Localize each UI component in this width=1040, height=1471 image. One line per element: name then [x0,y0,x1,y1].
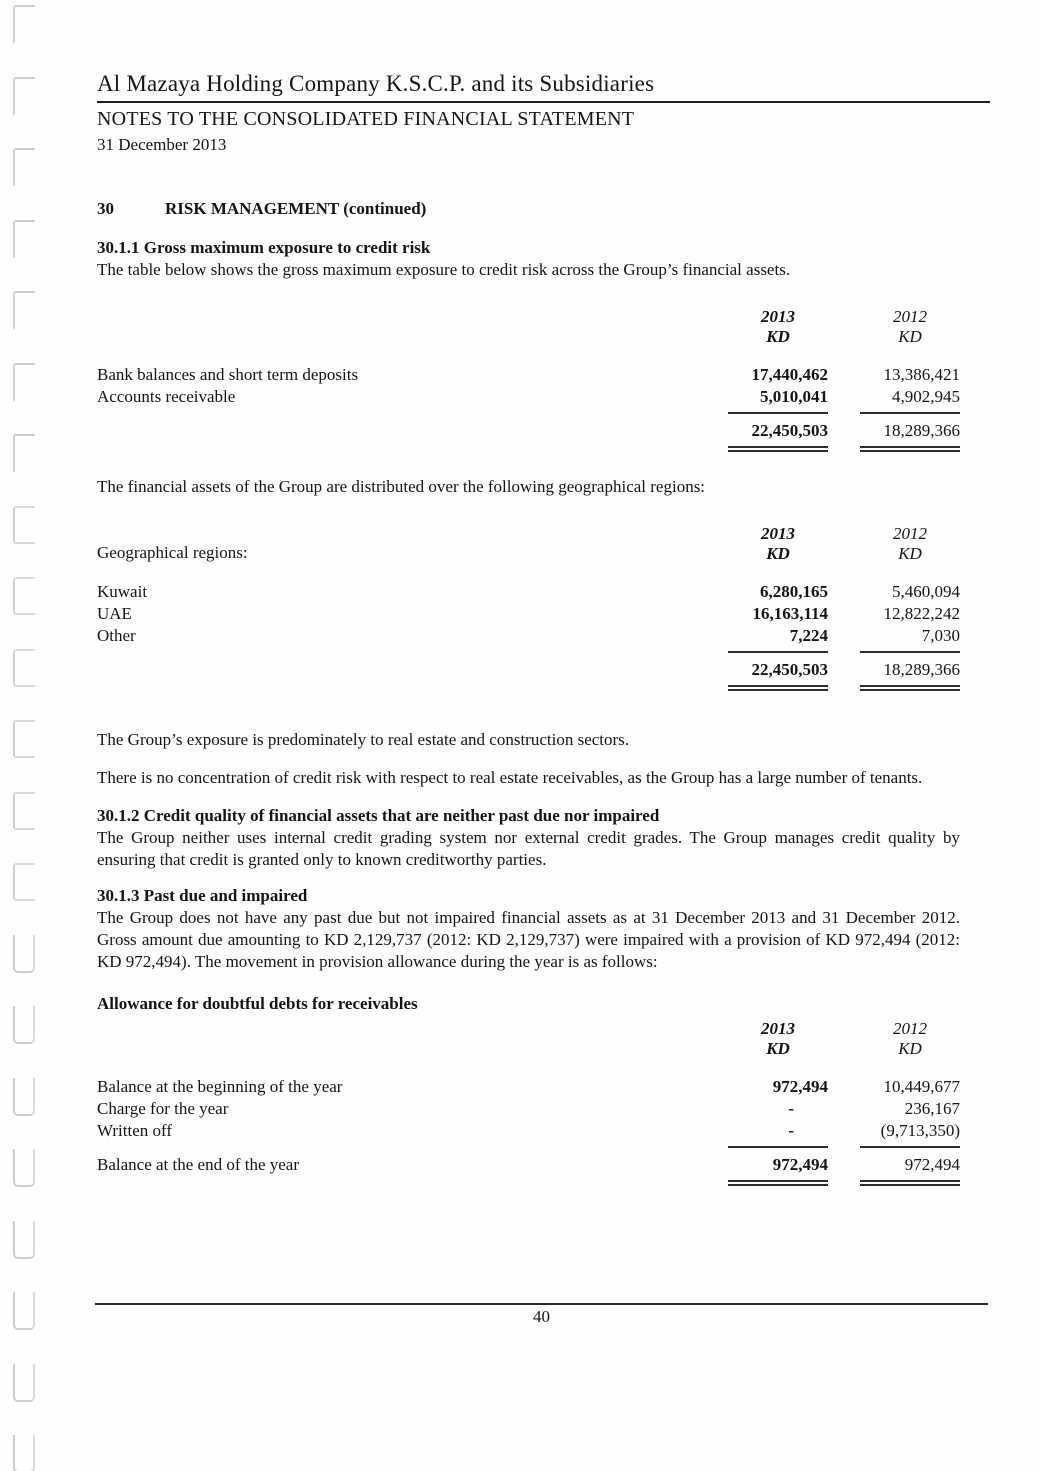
row-label: Written off [97,1121,173,1140]
total-2012: 972,494 [904,1155,960,1174]
binding-mark [13,935,35,973]
total-rule [728,412,828,414]
grand-total-rule [728,685,828,691]
value-2012: (9,713,350) [880,1121,960,1140]
allowance-table-header [97,1019,960,1059]
total-rule [728,651,828,653]
total-2013: 22,450,503 [751,421,828,440]
binding-mark [13,1149,35,1187]
paragraph-geographical-intro: The financial assets of the Group are distributed over the following geographical regions: [97,477,706,496]
year-label: 2013 [761,1019,795,1038]
column-header-2013 [728,524,828,564]
table-row [97,1076,960,1098]
currency-label: KD [898,327,922,346]
currency-label: KD [898,544,922,563]
total-2012: 18,289,366 [883,660,960,679]
total-row-label: Balance at the end of the year [97,1155,300,1174]
row-label: Other [97,626,136,645]
value-2012: 5,460,094 [892,582,960,601]
year-label: 2012 [893,1019,927,1038]
grand-total-rule [860,685,960,691]
document-header [97,70,960,156]
currency-label: KD [766,1039,790,1058]
table-row [97,625,960,647]
exposure-table-header [97,307,960,347]
row-label: Kuwait [97,582,148,601]
document-date: 31 December 2013 [97,135,227,154]
total-2012: 18,289,366 [883,421,960,440]
grand-total-rule [860,446,960,452]
table-total-row [97,420,960,442]
table-row [97,1098,960,1120]
binding-mark [13,5,35,43]
value-2013: 7,224 [789,626,828,645]
binding-mark [13,1221,35,1259]
grand-total-rule [728,446,828,452]
section-heading [97,198,960,220]
binding-mark [13,792,35,830]
header-rule [97,101,990,103]
rule-row [97,1142,960,1150]
currency-label: KD [898,1039,922,1058]
subsection-heading-3012: 30.1.2 Credit quality of financial assets that are neither past due nor impaired [97,806,660,825]
table-row [97,1120,960,1142]
double-rule-row [97,681,960,691]
value-2012: 12,822,242 [883,604,960,623]
header-spacer [97,1019,696,1059]
column-header-2013 [728,307,828,347]
allowance-table [97,1019,960,1186]
binding-mark [13,220,35,258]
page-footer [95,1303,988,1327]
grand-total-rule [860,1180,960,1186]
geographical-table [97,524,960,691]
binding-mark [13,649,35,687]
row-label: Accounts receivable [97,387,236,406]
binding-mark [13,720,35,758]
section-number: 30 [97,199,114,218]
header-spacer [97,307,696,347]
grand-total-rule [728,1180,828,1186]
binding-mark [13,434,35,472]
value-2012: 7,030 [921,626,960,645]
value-2013: 6,280,165 [760,582,828,601]
paragraph-concentration-note: There is no concentration of credit risk with respect to real estate receivables, as the Group has a large number of tenants. [97,768,923,787]
subsection-heading-3013: 30.1.3 Past due and impaired [97,886,308,905]
value-2013: 17,440,462 [751,365,828,384]
geographical-regions-label: Geographical regions: [97,543,248,562]
binding-mark [13,291,35,329]
table-row [97,386,960,408]
column-header-2012 [860,1019,960,1059]
page-content [97,0,960,1186]
table-row [97,364,960,386]
total-rule [860,412,960,414]
value-2013: 16,163,114 [752,604,828,623]
total-rule [860,1146,960,1148]
value-2012: 10,449,677 [883,1077,960,1096]
binding-mark [13,148,35,186]
currency-label: KD [766,327,790,346]
table-total-row [97,1154,960,1176]
document-title: NOTES TO THE CONSOLIDATED FINANCIAL STATEMENT [97,108,635,130]
row-label: Balance at the beginning of the year [97,1077,343,1096]
total-2013: 972,494 [772,1155,828,1174]
binding-mark [13,506,35,544]
total-2013: 22,450,503 [751,660,828,679]
binding-mark [13,77,35,115]
year-label: 2012 [893,307,927,326]
binding-mark [13,1435,35,1471]
value-2013: - [788,1121,794,1140]
row-label: UAE [97,604,132,623]
allowance-table-heading: Allowance for doubtful debts for receivables [97,994,418,1013]
rule-row [97,408,960,416]
subsection-heading-3011: 30.1.1 Gross maximum exposure to credit risk [97,238,431,257]
total-rule [728,1146,828,1148]
section-title: RISK MANAGEMENT (continued) [165,199,427,218]
currency-label: KD [766,544,790,563]
year-label: 2013 [761,307,795,326]
company-title: Al Mazaya Holding Company K.S.C.P. and its Subsidiaries [97,71,655,96]
paragraph-exposure-note: The Group’s exposure is predominately to real estate and construction sectors. [97,730,630,749]
exposure-table [97,307,960,452]
value-2013: 5,010,041 [760,387,828,406]
column-header-2013 [728,1019,828,1059]
column-header-2012 [860,307,960,347]
paragraph-credit-quality: The Group neither uses internal credit grading system nor external credit grades. The Group manages credit quality by ensuring that credit is granted only to known creditworthy parties. [97,828,960,869]
binding-mark [13,1364,35,1402]
value-2012: 4,902,945 [892,387,960,406]
value-2012: 13,386,421 [883,365,960,384]
page-number: 40 [533,1307,550,1326]
double-rule-row [97,442,960,452]
value-2012: 236,167 [904,1099,960,1118]
table-total-row [97,659,960,681]
row-label: Bank balances and short term deposits [97,365,359,384]
binding-mark [13,1078,35,1116]
paragraph-past-due: The Group does not have any past due but not impaired financial assets as at 31 December 2013 and 31 December 2012. Gross amount due amounting to KD 2,129,737 (2012: KD 2,129,737) were impaired with a provision of KD 972,494 (2012: KD 972,494). The movement in provision allowance during the year is as follows: [97,908,960,971]
geographical-table-header [97,524,960,564]
column-header-2012 [860,524,960,564]
binding-mark [13,577,35,615]
value-2013: 972,494 [772,1077,828,1096]
double-rule-row [97,1176,960,1186]
year-label: 2013 [761,524,795,543]
binding-mark [13,1292,35,1330]
binding-mark [13,363,35,401]
table-row [97,603,960,625]
value-2013: - [788,1099,794,1118]
table-row [97,581,960,603]
year-label: 2012 [893,524,927,543]
paragraph-credit-risk-intro: The table below shows the gross maximum exposure to credit risk across the Group’s financial assets. [97,260,791,279]
row-label: Charge for the year [97,1099,229,1118]
rule-row [97,647,960,655]
total-rule [860,651,960,653]
binding-mark [13,1006,35,1044]
binding-mark [13,863,35,901]
